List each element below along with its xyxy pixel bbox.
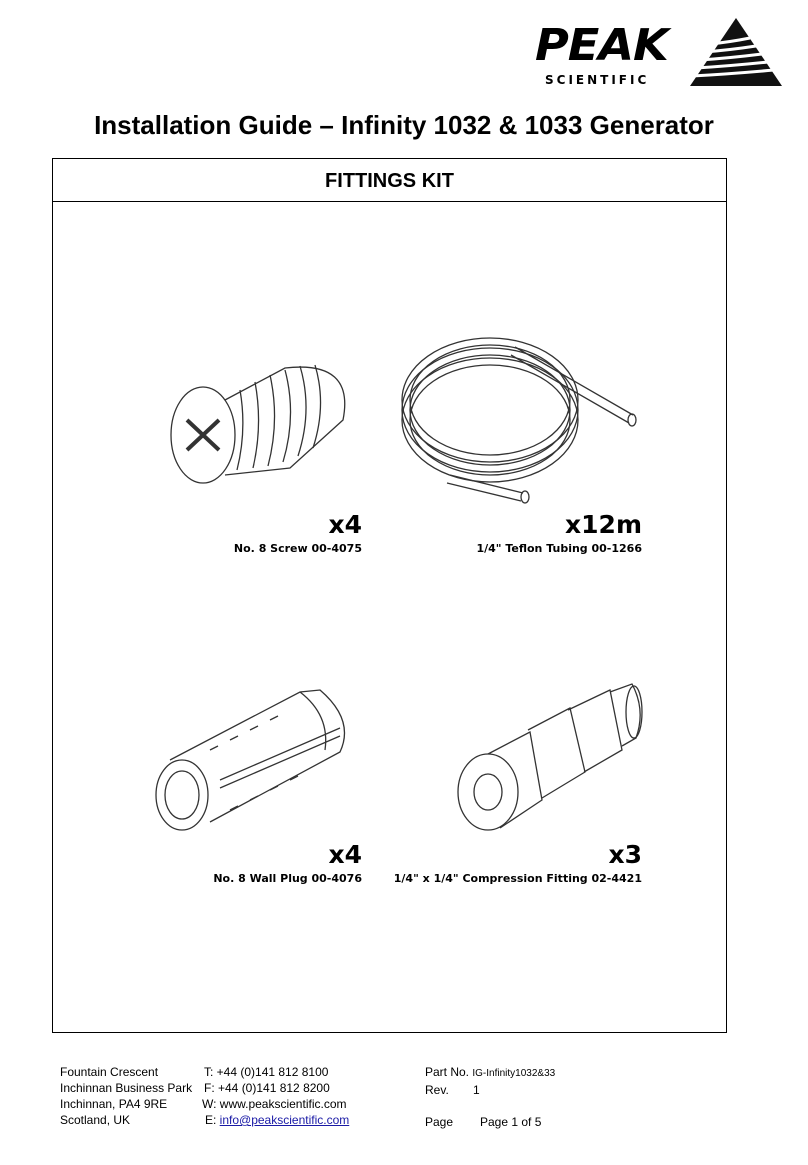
page-label: Page xyxy=(425,1115,454,1129)
part-number: IG-Infinity1032&33 xyxy=(472,1068,556,1079)
item-quantity: x4 xyxy=(328,510,362,539)
compression-fitting-item xyxy=(394,840,642,885)
logo-wordmark: PEAK xyxy=(535,20,668,71)
part-number-label: Part No. xyxy=(425,1065,470,1079)
revision: 1 xyxy=(473,1083,480,1097)
email-prefix: E: xyxy=(205,1113,220,1127)
screw-icon xyxy=(165,350,365,500)
revision-label: Rev. xyxy=(425,1083,449,1097)
item-description: No. 8 Screw 00-4075 xyxy=(233,542,362,555)
telephone: T: +44 (0)141 812 8100 xyxy=(204,1065,329,1079)
section-heading: FITTINGS KIT xyxy=(53,159,726,202)
website: W: www.peakscientific.com xyxy=(202,1097,347,1111)
peak-scientific-logo xyxy=(535,18,785,93)
screw-item xyxy=(234,510,362,555)
email-link[interactable]: info@peakscientific.com xyxy=(219,1113,350,1127)
wall-plug-item xyxy=(213,840,362,885)
item-description: No. 8 Wall Plug 00-4076 xyxy=(213,872,362,885)
wall-plug-icon xyxy=(150,680,370,840)
fittings-kit-panel xyxy=(52,158,727,1033)
tubing-icon xyxy=(395,325,645,510)
item-description: 1/4" Teflon Tubing 00-1266 xyxy=(476,542,642,555)
footer-document-info xyxy=(425,1064,555,1130)
page-title: Installation Guide – Infinity 1032 & 1033 Generator xyxy=(94,110,714,140)
address-line: Scotland, UK xyxy=(60,1113,131,1127)
item-description: 1/4" x 1/4" Compression Fitting 02-4421 xyxy=(393,872,642,885)
address-line: Inchinnan, PA4 9RE xyxy=(60,1097,168,1111)
fax: F: +44 (0)141 812 8200 xyxy=(204,1081,330,1095)
logo-subtitle: SCIENTIFIC xyxy=(545,73,650,87)
footer-address xyxy=(60,1064,192,1128)
tubing-item xyxy=(476,510,642,555)
item-quantity: x3 xyxy=(608,840,642,869)
page-number: Page 1 of 5 xyxy=(480,1115,542,1129)
item-quantity: x12m xyxy=(565,510,642,539)
mountain-icon xyxy=(690,18,782,88)
address-line: Fountain Crescent xyxy=(60,1065,159,1079)
footer-contact xyxy=(202,1064,349,1128)
address-line: Inchinnan Business Park xyxy=(60,1081,193,1095)
item-quantity: x4 xyxy=(328,840,362,869)
compression-fitting-icon xyxy=(450,680,650,840)
